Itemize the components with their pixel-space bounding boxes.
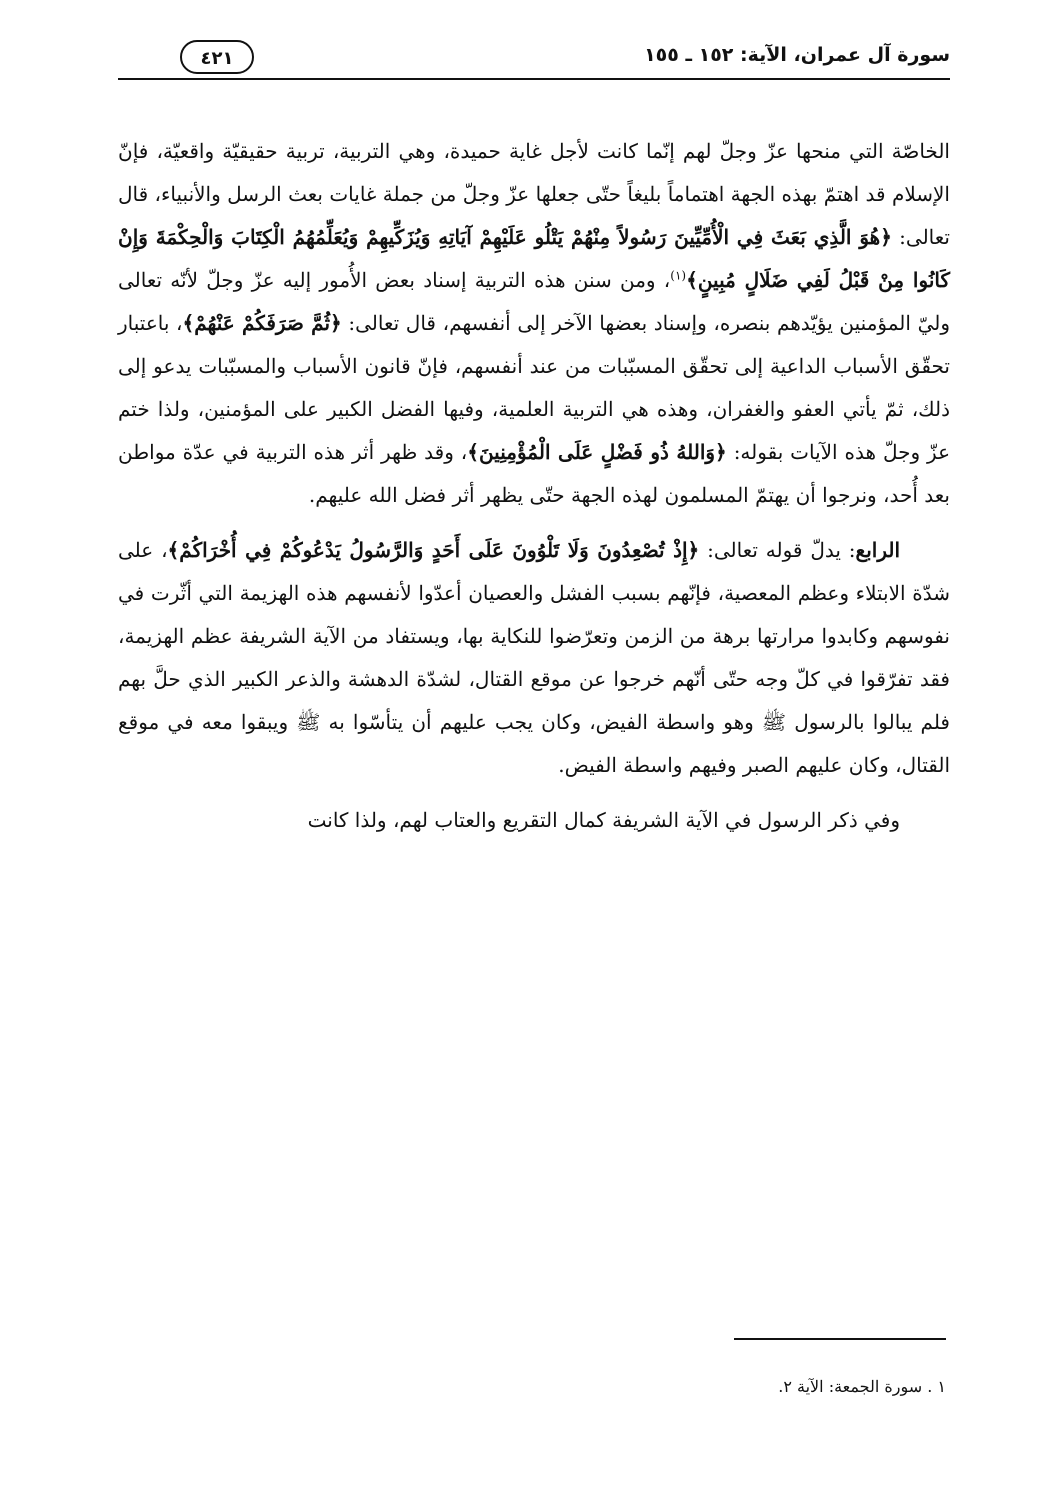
paragraph-3 bbox=[118, 799, 950, 842]
header-rule bbox=[118, 78, 950, 80]
paragraph-1-text-2: ، ومن سنن هذه التربية إسناد بعض الأُمور إليه عزّ وجلّ لأنّه تعالى وليّ المؤمنين يؤيّدهم بنصره، وإسناد بعضها الآخر إلى أنفسهم، قال تعالى: bbox=[118, 268, 951, 335]
section-lead-fourth: الرابع bbox=[855, 538, 900, 562]
quran-verse-4: ﴿إِذْ تُصْعِدُونَ وَلَا تَلْوُونَ عَلَى أَحَدٍ وَالرَّسُولُ يَدْعُوكُمْ فِي أُخْرَاكُمْ﴾ bbox=[167, 538, 700, 562]
paragraph-2-text-2: ، على شدّة الابتلاء وعظم المعصية، فإنّهم بسبب الفشل والعصيان أعدّوا لأنفسهم هذه الهزيمة التي أثّرت في نفوسهم وكابدوا مرارتها برهة من الزمن وتعرّضوا للنكاية بها، ويستفاد من الآية الشريفة عظم الهزيمة، فقد تفرّقوا في كلّ وجه حتّى أنّهم خرجوا عن موقع القتال، لشدّة الدهشة والذعر الكبير الذي حلَّ بهم فلم يبالوا بالرسول ﷺ وهو واسطة الفيض، وكان يجب عليهم أن يتأسّوا به ﷺ ويبقوا معه في موقع القتال، وكان عليهم الصبر وفيهم واسطة الفيض. bbox=[118, 538, 950, 777]
main-text bbox=[118, 130, 950, 854]
page-header bbox=[118, 38, 950, 82]
paragraph-1 bbox=[118, 130, 950, 517]
paragraph-3-text-1: وفي ذكر الرسول في الآية الشريفة كمال التقريع والعتاب لهم، ولذا كانت bbox=[307, 808, 900, 832]
footnote-reference: (١) bbox=[670, 268, 687, 283]
quran-verse-3: ﴿وَاللهُ ذُو فَضْلٍ عَلَى الْمُؤْمِنِينَ﴾ bbox=[467, 440, 727, 464]
paragraph-2-text-1: : يدلّ قوله تعالى: bbox=[699, 538, 856, 562]
quran-verse-2: ﴿ثُمَّ صَرَفَكُمْ عَنْهُمْ﴾ bbox=[182, 311, 342, 335]
paragraph-1-text-4: ، وقد ظهر أثر هذه التربية في عدّة مواطن بعد أُحد، ونرجوا أن يهتمّ المسلمون لهذه الجهة حتّى يظهر أثر فضل الله عليهم. bbox=[118, 440, 950, 507]
paragraph-1-text-3: ، باعتبار تحقّق الأسباب الداعية إلى تحقّق المسبّبات من عند أنفسهم، فإنّ قانون الأسباب والمسبّبات يدعو إلى ذلك، ثمّ يأتي العفو والغفران، وهذه هي التربية العلمية، وفيها الفضل الكبير على المؤمنين، ولذا ختم عزّ وجلّ هذه الآيات بقوله: bbox=[118, 311, 951, 464]
footnote: ١ . سورة الجمعة: الآية ٢. bbox=[778, 1377, 946, 1396]
page-number: ٤٢١ bbox=[180, 40, 254, 74]
quran-verse-1: ﴿هُوَ الَّذِي بَعَثَ فِي الْأُمِّيِّينَ رَسُولاً مِنْهُمْ يَتْلُو عَلَيْهِمْ آيَاتِهِ وَيُزَكِّيهِمْ وَيُعَلِّمُهُمُ الْكِتَابَ وَالْحِكْمَةَ وَإِنْ كَانُوا مِنْ قَبْلُ لَفِي ضَلَالٍ مُبِينٍ﴾ bbox=[118, 225, 950, 292]
paragraph-2 bbox=[118, 529, 950, 787]
paragraph-1-text-1: الخاصّة التي منحها عزّ وجلّ لهم إنّما كانت لأجل غاية حميدة، وهي التربية، تربية حقيقيّة واقعيّة، فإنّ الإسلام قد اهتمّ بهذه الجهة اهتماماً بليغاً حتّى جعلها عزّ وجلّ من جملة غايات بعث الرسل والأنبياء، قال تعالى: bbox=[118, 139, 950, 249]
footnote-rule bbox=[734, 1338, 946, 1340]
running-title: سورة آل عمران، الآية: ١٥٢ ـ ١٥٥ bbox=[644, 44, 950, 66]
